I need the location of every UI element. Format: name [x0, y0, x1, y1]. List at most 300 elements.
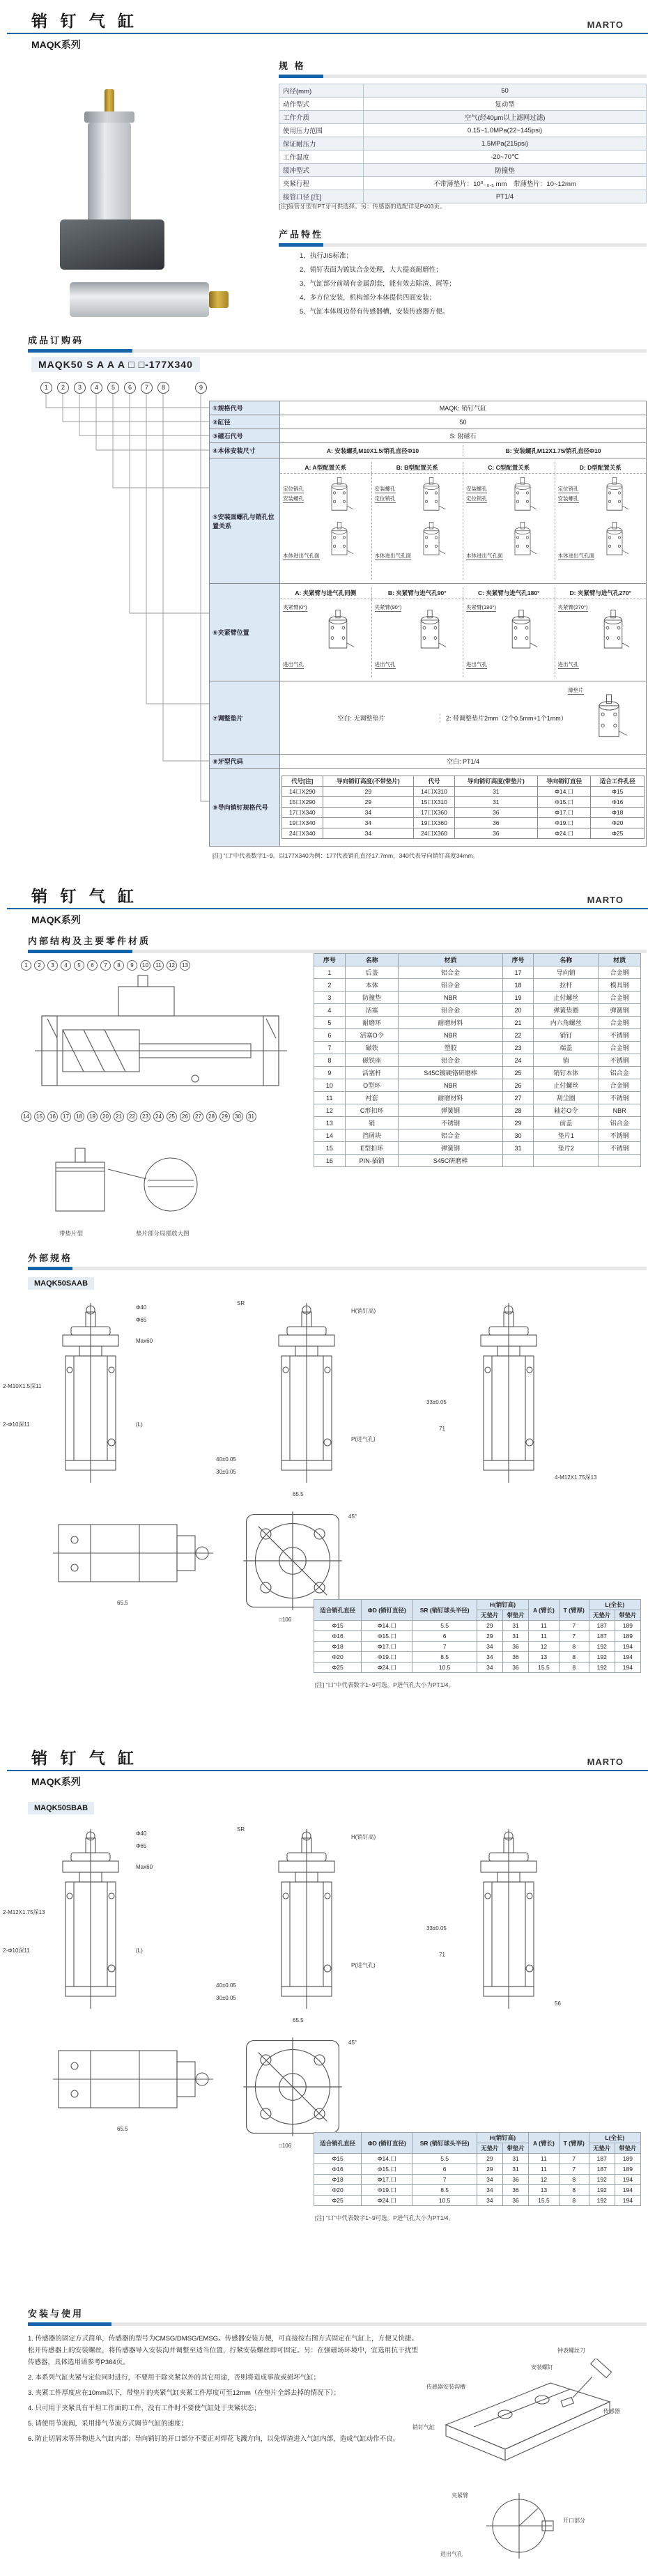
- dims-cell: 15.5: [529, 1663, 560, 1673]
- dims-cell: 12: [529, 1642, 560, 1652]
- parts-cell: 9: [314, 1067, 346, 1079]
- install-heading-bar: [28, 2322, 647, 2326]
- cylinder-iso-icon: [322, 477, 357, 520]
- port-label: 进出气孔: [466, 661, 487, 668]
- dim-label: 30±0.05: [216, 1469, 236, 1475]
- parts-cell: 25: [502, 1067, 534, 1079]
- parts-row: [314, 1079, 641, 1092]
- pin-cell: 29: [323, 787, 414, 797]
- shim-caption-right: 垫片部分局部放大图: [136, 1230, 190, 1237]
- ordering-row-7: [210, 681, 647, 755]
- parts-header: 材质: [599, 954, 641, 966]
- part-callout: 3: [47, 960, 58, 971]
- arm-label: 夹紧臂(0°): [283, 604, 307, 610]
- parts-cell: 合金钢: [599, 1042, 641, 1054]
- parts-cell: 16: [314, 1155, 346, 1167]
- parts-cell: S45C研磨棒: [399, 1155, 502, 1167]
- dims-subheader: 带垫片: [502, 2143, 528, 2154]
- install-item: 1. 传感器的固定方式简单，传感器的型号为CMSG/DMSG/EMSG。传感器安装方便，可直接按右图方式固定在气缸上，方便又快捷。松开传感器上的安装螺丝，将传感器导入安装沟并调整至适当位置，拧紧安装螺丝即可固定。另：在强磁场环境中，宜选用抗干扰型传感器，具体选用请参考P364页。: [28, 2335, 418, 2366]
- parts-cell: 合金钢: [599, 992, 641, 1004]
- shim-label: 薄垫片: [568, 686, 584, 693]
- model-badge-sbab: [28, 1801, 94, 1814]
- parts-row: [314, 1042, 641, 1054]
- config-diagram-cell: [463, 474, 555, 580]
- ordering-connector-lines: [40, 394, 215, 812]
- parts-cell: 5: [314, 1017, 346, 1029]
- dims-table-sbab: [314, 2132, 641, 2206]
- pin-cell: 34: [323, 828, 414, 839]
- dims-cell: Φ14.口: [362, 1621, 412, 1631]
- dim-label: Max60: [136, 1864, 153, 1870]
- spec-row: [279, 137, 647, 151]
- shim-diagram: [566, 685, 643, 751]
- parts-cell: 活塞: [345, 1004, 399, 1017]
- install-item: 6. 防止切屑末等异物进入气缸内部；导向销钉的开口部分不要正对焊花飞溅方向，以免焊渣进入气缸内部，造成气缸动作不良。: [28, 2435, 400, 2443]
- arm-position-cell: [463, 599, 555, 677]
- dim-label: 2-Φ10深11: [3, 1948, 30, 1954]
- dims-header: L(全长): [589, 2133, 640, 2143]
- dims-cell: 192: [589, 2185, 615, 2196]
- dims-cell: Φ15: [314, 2154, 362, 2164]
- pin-table-row: [282, 808, 645, 818]
- dims-cell: 29: [477, 1621, 502, 1631]
- photo-pin: [105, 89, 114, 113]
- part-callout: 26: [180, 1111, 190, 1122]
- parts-row: [314, 1067, 641, 1079]
- spec-row: [279, 190, 647, 203]
- pin-cell: 19口X340: [282, 818, 323, 828]
- ordering-row-6: [210, 584, 647, 681]
- parts-cell: 销钉本体: [534, 1067, 599, 1079]
- parts-cell: 30: [502, 1129, 534, 1142]
- side-view: [49, 2031, 216, 2122]
- dims-cell: 8.5: [412, 1652, 477, 1663]
- dims-cell: 8.5: [412, 2185, 477, 2196]
- dims-cell: 11: [529, 2164, 560, 2175]
- dims-table-saab: [314, 1599, 641, 1673]
- dims-cell: 15.5: [529, 2196, 560, 2206]
- part-callout: 24: [153, 1111, 164, 1122]
- cylinder-iso-icon: [587, 693, 631, 749]
- parts-cell: 导向销: [534, 966, 599, 979]
- series-label: MAQK系列: [31, 39, 81, 50]
- drawing-label: 传感器安装沟槽: [426, 2384, 465, 2390]
- series-label: MAQK系列: [31, 1776, 81, 1787]
- page2-title: 销 钉 气 缸: [31, 887, 139, 905]
- parts-cell: 不锈钢: [399, 1117, 502, 1129]
- arm-position-caption: D: 夹紧臂与进气孔270°: [555, 587, 647, 599]
- parts-cell: 本体: [345, 979, 399, 992]
- shim-detail-drawing: [42, 1143, 223, 1226]
- dims-cell: Φ16: [314, 2164, 362, 2175]
- position-marker: 5: [107, 382, 119, 394]
- ordering-row8-label: ⑧牙型代码: [210, 755, 280, 769]
- model-badge-saab: [28, 1277, 94, 1290]
- ordering-heading-text: 成品订购码: [28, 335, 84, 346]
- dims-cell: Φ19.口: [362, 2185, 412, 2196]
- dims-cell: 12: [529, 2175, 560, 2185]
- parts-cell: 不锈钢: [599, 1054, 641, 1067]
- structure-callouts-top: [21, 960, 314, 971]
- parts-cell: 铝合金: [399, 979, 502, 992]
- pin-cell: 14口X290: [282, 787, 323, 797]
- parts-cell: 铝合金: [599, 1117, 641, 1129]
- spec-table-body: [279, 84, 647, 203]
- dims-note-sbab: [注] “口”中代表数字1~9可选。P进气孔大小为PT1/4。: [315, 2214, 455, 2221]
- parts-cell: NBR: [599, 1104, 641, 1117]
- position-marker: 9: [195, 382, 207, 394]
- parts-cell: NBR: [399, 992, 502, 1004]
- pin-table-header-row: [282, 776, 645, 787]
- dims-section-heading: [28, 1251, 647, 1270]
- spec-value-cell: 防撞垫: [364, 164, 647, 177]
- dims-header: ΦD (销钉直径): [362, 1600, 412, 1621]
- dim-label: 40±0.05: [216, 1456, 236, 1463]
- spec-label-cell: 内径(mm): [279, 84, 364, 98]
- dims-cell: 194: [615, 2185, 640, 2196]
- parts-cell: 20: [502, 1004, 534, 1017]
- dim-label: 2-M12X1.75深13: [3, 1909, 45, 1915]
- spec-value-cell: 50: [364, 84, 647, 98]
- ordering-row9-label: ⑨导向销钉规格代号: [210, 769, 280, 847]
- parts-table: [314, 953, 641, 1167]
- parts-row: [314, 1054, 641, 1067]
- part-callout: 6: [87, 960, 98, 971]
- ordering-row-5: [210, 458, 647, 584]
- parts-cell: 15: [314, 1142, 346, 1155]
- parts-cell: 21: [502, 1017, 534, 1029]
- dim-label: 33±0.05: [426, 1399, 447, 1405]
- part-callout: 4: [61, 960, 71, 971]
- dim-label: 65.5: [117, 1600, 128, 1606]
- dims-cell: Φ16: [314, 1631, 362, 1642]
- dim-label: 45°: [348, 2039, 357, 2046]
- ordering-row7-value: [280, 681, 647, 755]
- dims-subheader: 无垫片: [589, 1610, 615, 1621]
- pin-cell: 19口X360: [414, 818, 455, 828]
- dims-cell: 11: [529, 1621, 560, 1631]
- dims-cell: 10.5: [412, 2196, 477, 2206]
- ordering-row-9: [210, 769, 647, 847]
- product-photo: [38, 77, 261, 321]
- dims-cell: 8: [559, 2185, 589, 2196]
- dims-cell: 192: [589, 1652, 615, 1663]
- arm-position-caption: B: 夹紧臂与进气孔90°: [371, 587, 463, 599]
- front-view-1: [49, 1303, 132, 1484]
- parts-cell: 17: [502, 966, 534, 979]
- pin-cell: Φ20: [591, 818, 645, 828]
- parts-header: 名称: [534, 954, 599, 966]
- parts-cell: S45C镀硬铬研磨棒: [399, 1067, 502, 1079]
- port-face-label: 本体进出气孔面: [466, 553, 503, 559]
- pin-cell: 15口X310: [414, 797, 455, 808]
- drawing-label: 开口部分: [563, 2517, 585, 2524]
- parts-cell: 10: [314, 1079, 346, 1092]
- dim-label: 65.5: [117, 2126, 128, 2132]
- dim-label: Max60: [136, 1338, 153, 1344]
- dims-cell: Φ25: [314, 2196, 362, 2206]
- ordering-row-8: [210, 755, 647, 769]
- dims-cell: 34: [477, 2175, 502, 2185]
- arm-label: 夹紧臂(270°): [557, 604, 588, 610]
- pin-table-header: 导向销钉高度(不带垫片): [323, 776, 414, 787]
- dims-cell: 34: [477, 1652, 502, 1663]
- parts-cell: 27: [502, 1092, 534, 1104]
- part-callout: 27: [193, 1111, 203, 1122]
- part-callout: 10: [140, 960, 151, 971]
- pin-cell: Φ14.口: [537, 787, 591, 797]
- parts-cell: 防撞垫: [345, 992, 399, 1004]
- cylinder-iso-icon: [322, 521, 357, 564]
- drawing-label: 钟表螺丝刀: [557, 2347, 585, 2354]
- parts-cell: 挡屑块: [345, 1129, 399, 1142]
- hole-label-2: 定位销孔: [374, 495, 396, 502]
- dims-cell: 5.5: [412, 1621, 477, 1631]
- dims-cell: 36: [502, 1642, 528, 1652]
- cylinder-iso-icon: [414, 477, 449, 520]
- parts-cell: 不锈钢: [599, 1142, 641, 1155]
- pin-cell: 31: [454, 787, 537, 797]
- ordering-row5-value: [280, 458, 647, 584]
- spec-value-cell: 不带薄垫片：10⁰₋₀.₅ mm 带薄垫片：10~12mm: [364, 177, 647, 190]
- part-callout: 29: [219, 1111, 230, 1122]
- spec-label-cell: 接管口径 [注]: [279, 190, 364, 203]
- parts-cell: 端盖: [534, 1042, 599, 1054]
- shim-option-blank: 空白: 无调整垫片: [283, 714, 440, 723]
- ordering-row7-label: ⑦调整垫片: [210, 681, 280, 755]
- parts-row: [314, 1155, 641, 1167]
- ordering-row1-value: MAQK: 销钉气缸: [280, 401, 647, 415]
- parts-row: [314, 1142, 641, 1155]
- front-view-2: [265, 1303, 348, 1484]
- install-list: [28, 2333, 418, 2448]
- drawing-label: 传感器: [603, 2408, 620, 2414]
- parts-cell: 弹簧垫圈: [534, 1004, 599, 1017]
- dims-cell: Φ15.口: [362, 1631, 412, 1642]
- parts-cell: 23: [502, 1042, 534, 1054]
- dims-cell: 8: [559, 2196, 589, 2206]
- dims-cell: 187: [589, 1631, 615, 1642]
- dim-label: H(销钉高): [351, 1308, 376, 1314]
- dims-row: [314, 1663, 641, 1673]
- hole-label-1: 定位销孔: [557, 486, 579, 492]
- cylinder-iso-icon: [501, 609, 541, 659]
- parts-cell: 磁铁座: [345, 1054, 399, 1067]
- shim-caption-left: 带垫片型: [59, 1230, 84, 1237]
- config-caption: A: A型配置关系: [304, 464, 347, 471]
- parts-cell: 耐磨材料: [399, 1092, 502, 1104]
- dims-row: [314, 2154, 641, 2164]
- part-callout: 1: [21, 960, 31, 971]
- dims-cell: Φ20: [314, 1652, 362, 1663]
- parts-cell: 垫片1: [534, 1129, 599, 1142]
- arm-position-cell: [371, 599, 463, 677]
- part-callout: 7: [100, 960, 111, 971]
- position-marker: 4: [91, 382, 102, 394]
- spec-row: [279, 151, 647, 164]
- ordering-row8-value: 空白: PT1/4: [280, 755, 647, 769]
- parts-row: [314, 1029, 641, 1042]
- dims-cell: Φ15.口: [362, 2164, 412, 2175]
- dims-row: [314, 2175, 641, 2185]
- parts-row: [314, 1117, 641, 1129]
- dims-cell: 194: [615, 1642, 640, 1652]
- pin-table-header: 导向销钉直径: [537, 776, 591, 787]
- drawing-label: 进出气孔: [440, 2551, 463, 2557]
- dims-cell: Φ20: [314, 2185, 362, 2196]
- dims-row: [314, 2164, 641, 2175]
- pin-cell: 36: [454, 828, 537, 839]
- port-label: 进出气孔: [374, 661, 396, 668]
- dims-cell: 194: [615, 1652, 640, 1663]
- dims-cell: 8: [559, 2175, 589, 2185]
- part-callout: 20: [100, 1111, 111, 1122]
- parts-row: [314, 1004, 641, 1017]
- dims-cell: 29: [477, 2154, 502, 2164]
- dims-note-saab: [注] “口”中代表数字1~9可选。P进气孔大小为PT1/4。: [315, 1681, 455, 1688]
- parts-cell: 26: [502, 1079, 534, 1092]
- dims-subheader: 无垫片: [477, 2143, 502, 2154]
- part-callout: 25: [167, 1111, 177, 1122]
- spec-label-cell: 动作型式: [279, 98, 364, 111]
- structure-callouts-bottom: [21, 1111, 314, 1122]
- parts-cell: [502, 1155, 534, 1167]
- spec-row: [279, 98, 647, 111]
- dims-header: T (臂厚): [559, 2133, 589, 2154]
- part-callout: 11: [153, 960, 164, 971]
- pin-table-header: 代号[注]: [282, 776, 323, 787]
- shim-option-2: 2: 带调整垫片2mm（2个0.5mm+1个1mm）: [445, 714, 567, 722]
- parts-cell: [534, 1155, 599, 1167]
- parts-row: [314, 1092, 641, 1104]
- parts-cell: 31: [502, 1142, 534, 1155]
- flange-view: [240, 1509, 345, 1613]
- dim-label: 40±0.05: [216, 1982, 236, 1989]
- part-callout: 13: [180, 960, 190, 971]
- dims-cell: 187: [589, 1621, 615, 1631]
- config-caption: C: C型配置关系: [463, 462, 555, 473]
- spec-row: [279, 84, 647, 98]
- install-item: 4. 只可用于夹紧具有平坦工作面的工件，没有工件时不要使气缸处于夹紧状态；: [28, 2405, 261, 2412]
- parts-row: [314, 1017, 641, 1029]
- part-callout: 12: [167, 960, 177, 971]
- position-marker: 6: [124, 382, 136, 394]
- part-callout: 5: [74, 960, 84, 971]
- dims-header: H(销钉高): [477, 2133, 528, 2143]
- arm-position-caption: A: 夹紧臂与进气孔同侧: [295, 589, 357, 596]
- parts-cell: PIN-插销: [345, 1155, 399, 1167]
- position-marker: 3: [74, 382, 86, 394]
- parts-cell: 模具钢: [599, 979, 641, 992]
- config-caption: D: D型配置关系: [555, 462, 647, 473]
- cross-section-drawing: [21, 974, 300, 1106]
- parts-cell: 28: [502, 1104, 534, 1117]
- spec-row: [279, 111, 647, 124]
- parts-cell: 耐磨材料: [399, 1017, 502, 1029]
- parts-cell: E型扣环: [345, 1142, 399, 1155]
- parts-cell: 销: [534, 1054, 599, 1067]
- dims-cell: 34: [477, 2185, 502, 2196]
- dim-label: (L): [136, 1421, 143, 1428]
- brand-logo: MARTO: [587, 20, 624, 30]
- parts-cell: 4: [314, 1004, 346, 1017]
- dims-cell: 31: [502, 2154, 528, 2164]
- parts-cell: NBR: [399, 1029, 502, 1042]
- spec-value-cell: PT1/4: [364, 190, 647, 203]
- pin-cell: 34: [323, 818, 414, 828]
- pin-cell: 14口X310: [414, 787, 455, 797]
- spec-label-cell: 保证耐压力: [279, 137, 364, 151]
- ordering-row2-label: ②缸径: [210, 415, 280, 429]
- pin-direction-drawing: [481, 2488, 557, 2564]
- config-caption: B: B型配置关系: [371, 462, 463, 473]
- parts-cell: 弹簧钢: [399, 1142, 502, 1155]
- dims-header: A (臂长): [529, 1600, 560, 1621]
- position-marker: 7: [141, 382, 153, 394]
- dims-cell: 29: [477, 2164, 502, 2175]
- pin-cell: 17口X340: [282, 808, 323, 818]
- position-marker: 1: [40, 382, 52, 394]
- dims-cell: 194: [615, 2196, 640, 2206]
- dims-header: 适合销孔直径: [314, 1600, 362, 1621]
- dim-label: Φ65: [136, 1843, 147, 1849]
- dim-label: H(销钉高): [351, 1834, 376, 1840]
- parts-cell: 铝合金: [399, 1054, 502, 1067]
- front-view-2: [265, 1829, 348, 2010]
- hole-label-2: 定位销孔: [466, 495, 487, 502]
- parts-cell: 合金钢: [599, 1017, 641, 1029]
- spec-value-cell: -20~70℃: [364, 151, 647, 164]
- pin-spec-table: [281, 776, 645, 839]
- part-callout: 15: [34, 1111, 45, 1122]
- ordering-note: [注] “口”中代表数字1~9。以177X340为例：177代表销孔直径17.7mm，340代表导向销钉高度34mm。: [213, 852, 479, 859]
- pin-cell: Φ25: [591, 828, 645, 839]
- port-face-label: 本体进出气孔面: [283, 553, 320, 559]
- arm-position-caption: C: 夹紧臂与进气孔180°: [463, 587, 555, 599]
- dims-cell: 7: [559, 1631, 589, 1642]
- dims-cell: 187: [589, 2164, 615, 2175]
- dims-header-row: [314, 2133, 641, 2143]
- dims-row: [314, 1652, 641, 1663]
- ordering-heading-bar: [28, 349, 647, 353]
- parts-row: [314, 992, 641, 1004]
- spec-note: [注]接管牙型有PT牙可供选择。另：传感器的选配详见P403页。: [279, 203, 446, 210]
- dims-cell: 13: [529, 1652, 560, 1663]
- parts-cell: 不锈钢: [599, 1092, 641, 1104]
- dims-cell: 34: [477, 1663, 502, 1673]
- ordering-row3-value: S: 附磁石: [280, 429, 647, 443]
- series-label: MAQK系列: [31, 914, 81, 925]
- install-item: 2. 本系列气缸夹紧与定位同时进行，不要用于除夹紧以外的其它用途，否则将造成事故或损坏气缸；: [28, 2374, 321, 2382]
- part-callout: 30: [233, 1111, 243, 1122]
- dims-cell: 192: [589, 2175, 615, 2185]
- pin-cell: Φ19.口: [537, 818, 591, 828]
- parts-cell: NBR: [399, 1079, 502, 1092]
- page1-title: 销 钉 气 缸: [31, 12, 139, 30]
- parts-header: 序号: [314, 954, 346, 966]
- parts-cell: 弹簧钢: [399, 1104, 502, 1117]
- pin-cell: Φ15: [591, 787, 645, 797]
- dim-label: 33±0.05: [426, 1925, 447, 1931]
- pin-cell: Φ17.口: [537, 808, 591, 818]
- parts-cell: 3: [314, 992, 346, 1004]
- dims-cell: 189: [615, 2164, 640, 2175]
- spec-value-cell: 1.5MPa(215psi): [364, 137, 647, 151]
- cylinder-iso-icon: [505, 477, 540, 520]
- features-section-heading: [279, 227, 647, 247]
- parts-cell: 垫片2: [534, 1142, 599, 1155]
- dims-row: [314, 2196, 641, 2206]
